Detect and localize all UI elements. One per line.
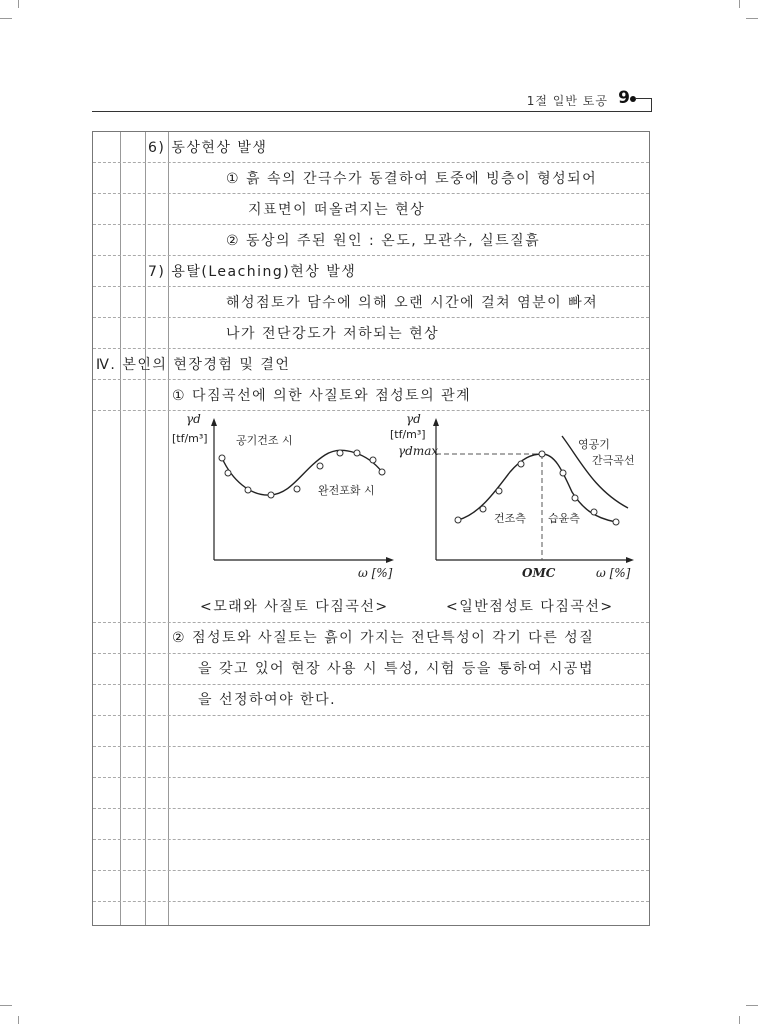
ruled-line <box>93 684 649 685</box>
ruled-line <box>93 224 649 225</box>
crop-mark <box>18 0 19 8</box>
item-7-body: 해성점토가 담수에 의해 오랜 시간에 걸쳐 염분이 빠져 <box>226 295 599 311</box>
right-y-symbol: γd <box>406 412 421 426</box>
ruled-line <box>93 193 649 194</box>
margin-line <box>120 132 121 925</box>
zero-air-voids-label-2: 간극곡선 <box>592 454 635 467</box>
crop-mark <box>746 1005 758 1006</box>
section-iv-point-2-cont: 을 갖고 있어 현장 사용 시 특성, 시험 등을 통하여 시공법 <box>198 661 594 677</box>
section-iv-point-2: ② 점성토와 사질토는 흙이 가지는 전단특성이 각기 다른 성질 <box>172 630 595 646</box>
left-x-label: ω [%] <box>358 566 393 580</box>
ruled-line <box>93 379 649 380</box>
gamma-dmax-label: γdmax <box>398 444 439 458</box>
section-iv-point-2-end: 을 선정하여야 한다. <box>198 692 337 708</box>
crop-mark <box>746 18 758 19</box>
crop-mark <box>18 1016 19 1024</box>
saturated-label: 완전포화 시 <box>318 484 375 497</box>
ruled-line <box>93 901 649 902</box>
crop-mark <box>0 18 12 19</box>
item-6-point-1: ① 흙 속의 간극수가 동결하여 토중에 빙층이 형성되어 <box>226 171 598 187</box>
zero-air-voids-label-1: 영공기 <box>578 438 610 451</box>
ruled-line <box>93 839 649 840</box>
item-6-heading: 6) 동상현상 발생 <box>148 140 268 156</box>
crop-mark <box>0 1005 12 1006</box>
ruled-line <box>93 715 649 716</box>
left-diagram-caption: <모래와 사질토 다짐곡선> <box>200 599 389 615</box>
right-y-unit: [tf/m³] <box>390 428 426 441</box>
left-y-unit: [tf/m³] <box>172 432 208 445</box>
item-6-point-2: ② 동상의 주된 원인 : 온도, 모관수, 실트질흙 <box>226 233 541 249</box>
omc-label: OMC <box>522 566 556 580</box>
right-diagram-caption: <일반점성토 다짐곡선> <box>446 599 614 615</box>
compaction-diagrams <box>170 410 650 590</box>
header-rule <box>92 111 652 112</box>
dry-side-label: 건조측 <box>494 512 526 525</box>
margin-line <box>168 132 169 925</box>
crop-mark <box>739 1016 740 1024</box>
air-dry-label: 공기건조 시 <box>236 434 293 447</box>
running-header <box>92 88 652 112</box>
ruled-line <box>93 622 649 623</box>
right-x-label: ω [%] <box>596 566 631 580</box>
margin-line <box>145 132 146 925</box>
ruled-line <box>93 255 649 256</box>
ruled-line <box>93 808 649 809</box>
header-corner <box>635 98 652 111</box>
section-iv-point-1: ① 다짐곡선에 의한 사질토와 점성토의 관계 <box>172 388 472 404</box>
item-7-heading: 7) 용탈(Leaching)현상 발생 <box>148 264 357 280</box>
ruled-line <box>93 317 649 318</box>
ruled-line <box>93 162 649 163</box>
left-y-symbol: γd <box>186 412 201 426</box>
ruled-line <box>93 777 649 778</box>
section-title: 1절 일반 토공 <box>526 94 608 108</box>
ruled-line <box>93 870 649 871</box>
ruled-line <box>93 348 649 349</box>
wet-side-label: 습윤측 <box>548 512 580 525</box>
ruled-line <box>93 746 649 747</box>
item-7-body-cont: 나가 전단강도가 저하되는 현상 <box>226 326 440 342</box>
section-iv-heading: Ⅳ. 본인의 현장경험 및 결언 <box>96 357 291 373</box>
crop-mark <box>739 0 740 8</box>
item-6-point-1-cont: 지표면이 떠올려지는 현상 <box>248 202 426 218</box>
ruled-line <box>93 653 649 654</box>
page-number: 9 <box>618 88 630 108</box>
ruled-line <box>93 286 649 287</box>
